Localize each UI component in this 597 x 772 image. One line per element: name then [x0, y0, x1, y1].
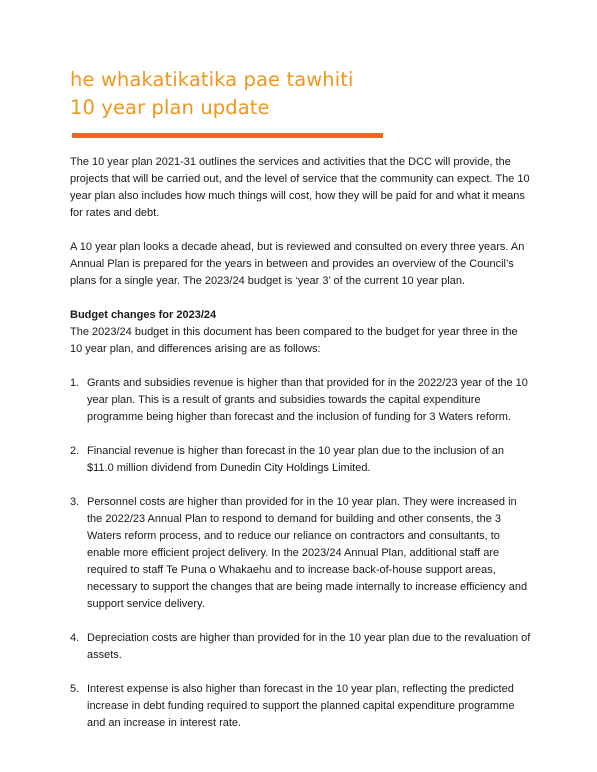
list-item-text: Financial revenue is higher than forecast in the 10 year plan due to the inclusion of an $11.0 million dividend from Dunedin City Holdings Limited.: [87, 445, 505, 474]
title-english: 10 year plan update: [70, 96, 270, 119]
list-item-text: Grants and subsidies revenue is higher than that provided for in the 2022/23 year of the 10 year plan. This is a result of grants and subsidies towards the capital expenditure programme being higher than forecast and the inclusion of funding for 3 Waters reform.: [87, 377, 528, 423]
list-item-number: 5.: [70, 683, 80, 695]
list-item-text: Depreciation costs are higher than provided for in the 10 year plan due to the revaluation of assets.: [87, 632, 531, 661]
list-item-number: 3.: [70, 496, 80, 508]
section-heading: Budget changes for 2023/24: [70, 309, 217, 321]
document-body: [70, 154, 532, 749]
list-item-number: 1.: [70, 377, 80, 389]
list-item: [70, 375, 532, 426]
page-title: [70, 66, 354, 122]
annual-plan-paragraph: A 10 year plan looks a decade ahead, but is reviewed and consulted on every three years. An Annual Plan is prepared for the years in between and provides an overview of the Council’s plans for a single year. The 2023/24 budget is ‘year 3’ of the current 10 year plan.: [70, 241, 525, 287]
list-item-text: Interest expense is also higher than forecast in the 10 year plan, reflecting the predicted increase in debt funding required to support the planned capital expenditure programme and an increase in interest rate.: [87, 683, 515, 729]
list-item-text: Personnel costs are higher than provided for in the 10 year plan. They were increased in the 2022/23 Annual Plan to respond to demand for building and other consents, the 3 Waters reform process, and to reduce our reliance on contractors and consultants, to enable more efficient project delivery. In the 2023/24 Annual Plan, additional staff are required to staff Te Puna o Whakaehu and to increase back-of-house support areas, necessary to support the changes that are being made internally to increase efficiency and support service delivery.: [87, 496, 528, 610]
list-item: [70, 681, 532, 732]
list-item-number: 4.: [70, 632, 80, 644]
list-item: [70, 630, 532, 664]
budget-changes-list: [70, 375, 532, 732]
list-item: [70, 443, 532, 477]
list-item-number: 2.: [70, 445, 80, 457]
comparison-paragraph: The 2023/24 budget in this document has been compared to the budget for year three in the 10 year plan, and differences arising are as follows:: [70, 326, 518, 355]
title-maori: he whakatikatika pae tawhiti: [70, 68, 354, 91]
title-underline-rule: [72, 133, 383, 138]
list-item: [70, 494, 532, 613]
intro-paragraph: The 10 year plan 2021-31 outlines the services and activities that the DCC will provide, the projects that will be carried out, and the level of service that the community can expect. The 10 year plan also includes how much things will cost, how they will be paid for and what it means for rates and debt.: [70, 156, 530, 219]
